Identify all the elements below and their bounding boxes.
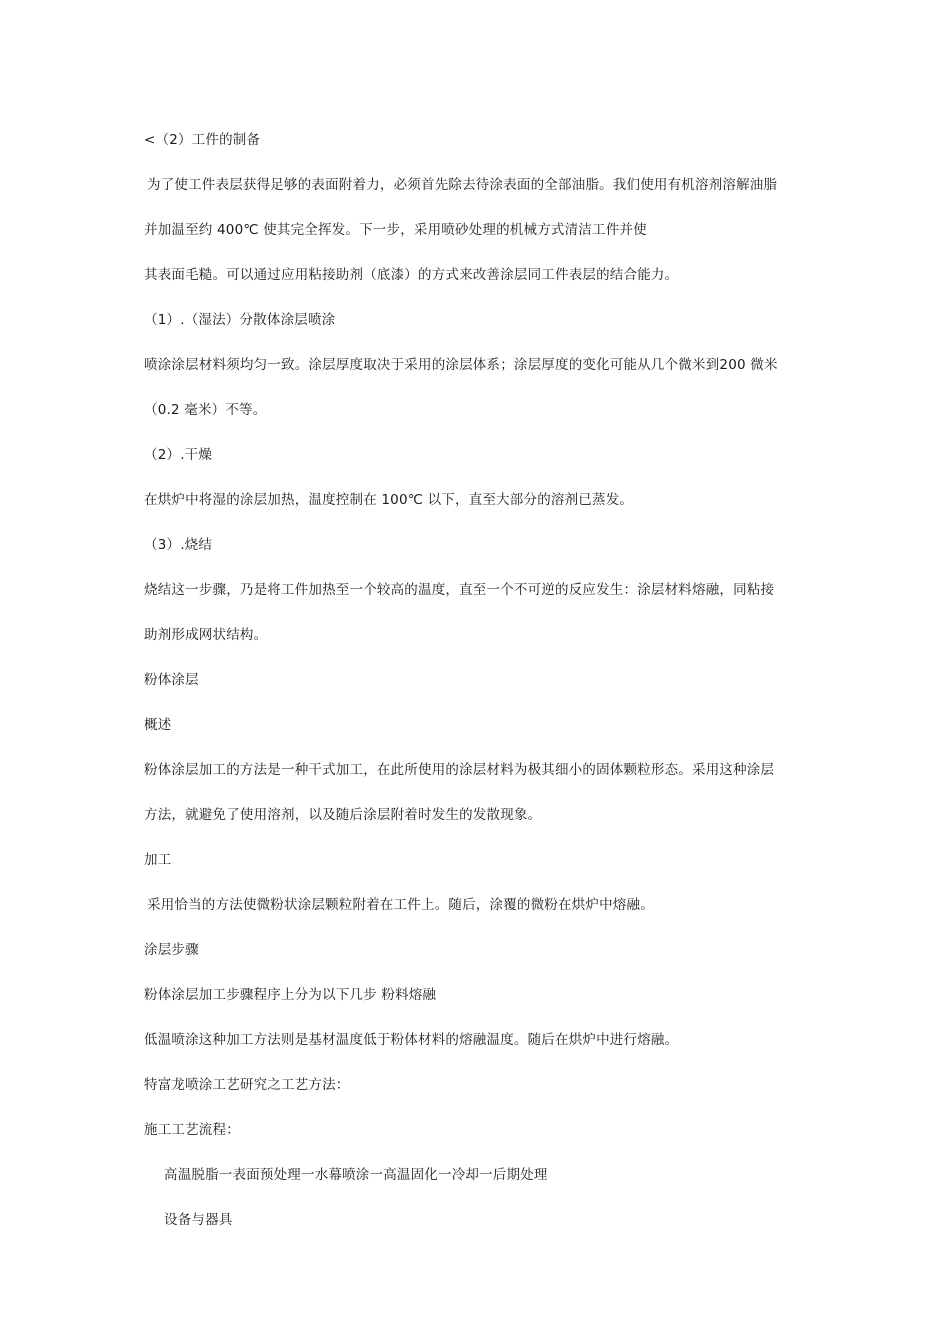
paragraph-line: 粉体涂层加工步骤程序上分为以下几步 粉料熔融 bbox=[144, 987, 437, 1003]
paragraph-line: 其表面毛糙。可以通过应用粘接助剂（底漆）的方式来改善涂层同工件表层的结合能力。 bbox=[144, 267, 679, 283]
section-heading-equipment: 设备与器具 bbox=[164, 1212, 233, 1228]
paragraph-line: 为了使工件表层获得足够的表面附着力，必须首先除去待涂表面的全部油脂。我们使用有机溶剂溶解油脂 bbox=[147, 177, 778, 193]
section-heading-process-flow: 施工工艺流程： bbox=[144, 1122, 240, 1138]
section-heading-overview: 概述 bbox=[144, 717, 172, 733]
paragraph-line: 喷涂涂层材料须均匀一致。涂层厚度取决于采用的涂层体系；涂层厚度的变化可能从几个微米到200 微米 bbox=[144, 357, 778, 373]
section-heading-processing: 加工 bbox=[144, 852, 172, 868]
section-heading-powder-coating: 粉体涂层 bbox=[144, 672, 199, 688]
section-heading-workpiece-prep: <（2）工件的制备 bbox=[144, 132, 261, 148]
paragraph-line: 烧结这一步骤，乃是将工件加热至一个较高的温度，直至一个不可逆的反应发生：涂层材料熔融，同粘接 bbox=[144, 582, 775, 598]
section-heading-wet-spray: （1）.（湿法）分散体涂层喷涂 bbox=[144, 312, 336, 328]
paragraph-line: 采用恰当的方法使微粉状涂层颗粒附着在工件上。随后，涂覆的微粉在烘炉中熔融。 bbox=[147, 897, 654, 913]
paragraph-line: （0.2 毫米）不等。 bbox=[144, 402, 267, 418]
paragraph-line: 在烘炉中将湿的涂层加热，温度控制在 100℃ 以下，直至大部分的溶剂已蒸发。 bbox=[144, 492, 634, 508]
paragraph-line: 粉体涂层加工的方法是一种干式加工，在此所使用的涂层材料为极其细小的固体颗粒形态。采用这种涂层 bbox=[144, 762, 775, 778]
section-heading-drying: （2）.干燥 bbox=[144, 447, 213, 463]
paragraph-line: 助剂形成网状结构。 bbox=[144, 627, 268, 643]
paragraph-line: 方法，就避免了使用溶剂，以及随后涂层附着时发生的发散现象。 bbox=[144, 807, 542, 823]
paragraph-line: 特富龙喷涂工艺研究之工艺方法： bbox=[144, 1077, 350, 1093]
section-heading-sintering: （3）.烧结 bbox=[144, 537, 213, 553]
paragraph-line: 低温喷涂这种加工方法则是基材温度低于粉体材料的熔融温度。随后在烘炉中进行熔融。 bbox=[144, 1032, 679, 1048]
paragraph-line: 并加温至约 400℃ 使其完全挥发。下一步，采用喷砂处理的机械方式清洁工件并使 bbox=[144, 222, 647, 238]
section-heading-coating-steps: 涂层步骤 bbox=[144, 942, 199, 958]
process-flow-line: 高温脱脂一表面预处理一水幕喷涂一高温固化一冷却一后期处理 bbox=[164, 1167, 548, 1183]
